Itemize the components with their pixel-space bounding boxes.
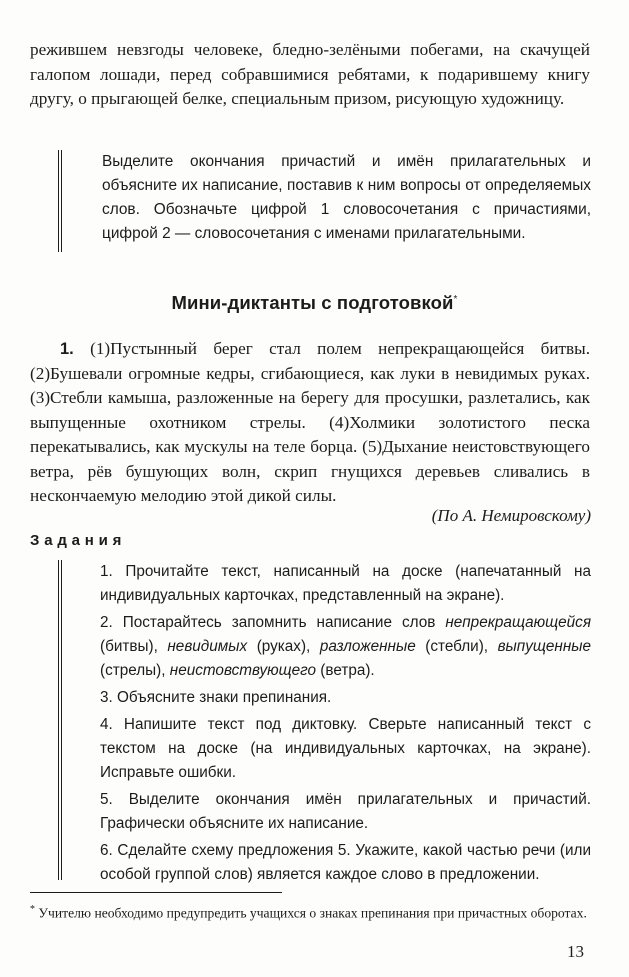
tasks-box	[58, 560, 591, 883]
task-word: выпущенные	[497, 638, 591, 655]
task-text: 2. Постарайтесь запомнить написание слов	[100, 614, 446, 631]
task-word: невидимых	[167, 638, 248, 655]
task-item	[100, 611, 591, 683]
section-heading-text: Мини-диктанты с подготовкой	[171, 292, 454, 313]
author-attribution: (По А. Немировскому)	[431, 506, 591, 525]
intro-paragraph: режившем невзгоды человеке, бледно-зелёными побегами, на скачущей галопом лошади, перед собравшимися ребятами, к подарившему книгу другу, о прыгающей белке, специальным призом, рисующую художницу.	[30, 40, 590, 108]
footnote	[30, 900, 590, 924]
dictation-text: (1)Пустынный берег стал полем непрекращающейся битвы. (2)Бушевали огромные кедры, сгибающиеся, как луки в невидимых руках. (3)Стебли камыша, разложенные на берегу для просушки, разлетались, как выпущенные охотником стрелы. (4)Холмики золотистого песка перекатывались, как мускулы на теле борца. (5)Дыхание неистовствующего ветра, рёв бушующих волн, скрип гнущихся деревьев сливались в нескончаемую мелодию этой дикой силы.	[30, 339, 590, 505]
task-item: 6. Сделайте схему предложения 5. Укажите, какой частью речи (или особой группой слов) является каждое слово в предложении.	[100, 842, 591, 883]
footnote-divider	[30, 892, 282, 893]
instruction-text: Выделите окончания причастий и имён прилагательных и объясните их написание, поставив к ним вопросы от определяемых слов. Обозначьте цифрой 1 словосочетания с причастиями, цифрой 2 — словосочетания с именами прилагательными.	[102, 153, 591, 242]
page-number: 13	[567, 942, 584, 961]
task-item: 3. Объясните знаки препинания.	[100, 689, 332, 706]
task-text: (стрелы),	[100, 662, 170, 679]
task-item: 4. Напишите текст под диктовку. Сверьте написанный текст с текстом на доске (на индивидуальных карточках, на экране). Исправьте ошибки.	[100, 716, 591, 781]
footnote-marker: *	[453, 293, 458, 305]
instruction-box	[58, 150, 591, 252]
task-item: 5. Выделите окончания имён прилагательных и причастий. Графически объясните их написание.	[100, 791, 591, 832]
task-word: непрекращающейся	[445, 614, 591, 631]
task-word: неистовствующего	[169, 662, 317, 679]
task-text: (стебли),	[415, 638, 498, 655]
task-text: (руках),	[247, 638, 320, 655]
tasks-heading: Задания	[30, 532, 127, 549]
dictation-number: 1.	[60, 340, 74, 358]
section-heading	[0, 292, 629, 314]
task-word: разложенные	[319, 638, 416, 655]
task-text: (ветра).	[316, 662, 375, 679]
task-item: 1. Прочитайте текст, написанный на доске (напечатанный на индивидуальных карточках, представленный на экране).	[100, 563, 591, 604]
task-text: (битвы),	[100, 638, 168, 655]
footnote-text: Учителю необходимо предупредить учащихся о знаках препинания при причастных оборотах.	[35, 905, 587, 921]
dictation-paragraph	[30, 337, 590, 509]
footnote-star: *	[30, 904, 35, 915]
